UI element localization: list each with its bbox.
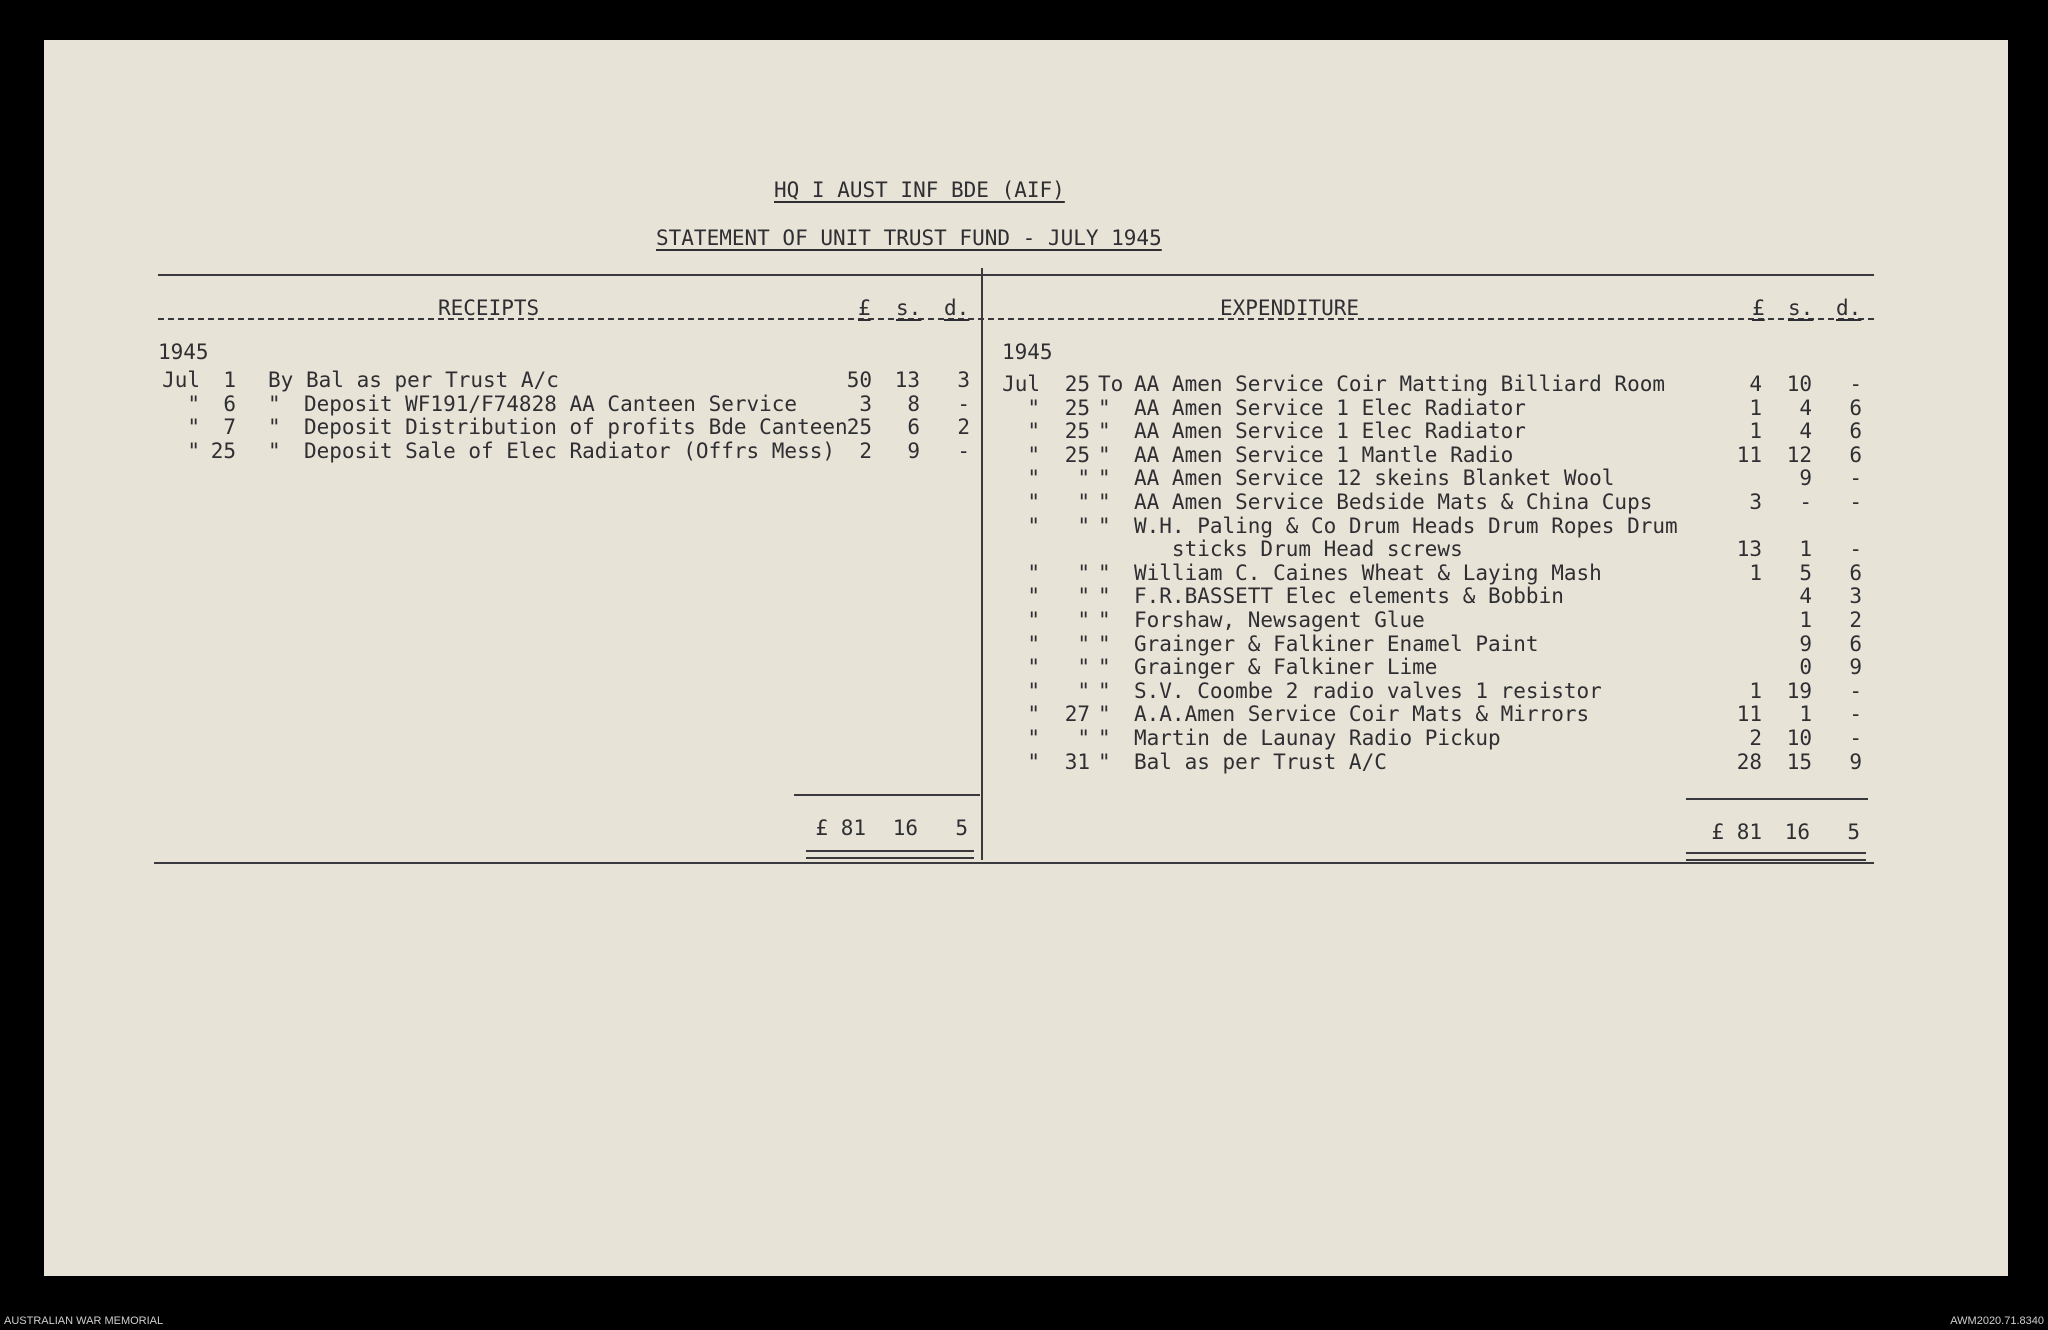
receipts-shillings-col: s. (896, 296, 922, 320)
expenditure-prefix: " (1098, 560, 1111, 585)
expenditure-pounds: 13 (1736, 537, 1762, 562)
footer-reference: AWM2020.71.8340 (1950, 1315, 2044, 1327)
expenditure-shillings: 19 (1786, 678, 1812, 703)
expenditure-month: " (1027, 726, 1040, 750)
receipt-pence: 3 (957, 368, 970, 392)
expenditure-shillings: 9 (1799, 466, 1812, 491)
expenditure-pence: 9 (1849, 655, 1862, 680)
receipts-total-rule (794, 794, 980, 796)
expenditure-pence: 6 (1849, 442, 1862, 467)
receipt-pence: - (957, 438, 970, 463)
expenditure-prefix: " (1098, 490, 1111, 514)
receipts-total-pence: 5 (955, 816, 968, 840)
expenditure-description: S.V. Coombe 2 radio valves 1 resistor (1134, 678, 1602, 703)
expenditure-prefix: " (1098, 584, 1111, 609)
expenditure-heading: EXPENDITURE (1220, 296, 1360, 320)
expenditure-pounds: 1 (1749, 419, 1762, 444)
expenditure-prefix: " (1098, 726, 1111, 750)
expenditure-pounds: 3 (1749, 490, 1762, 514)
expenditure-pence: - (1849, 702, 1862, 727)
expenditure-pounds: 11 (1736, 702, 1762, 727)
expenditure-month: " (1027, 584, 1040, 609)
expenditure-month: " (1027, 560, 1040, 585)
expenditure-pence: 3 (1849, 584, 1862, 609)
expenditure-pence: 2 (1849, 608, 1862, 632)
expenditure-month: " (1027, 631, 1040, 656)
expenditure-description: Martin de Launay Radio Pickup (1134, 726, 1501, 750)
expenditure-month: " (1027, 702, 1040, 727)
receipts-year: 1945 (158, 340, 209, 364)
expenditure-month: " (1027, 466, 1040, 491)
receipt-month: Jul (162, 368, 200, 392)
expenditure-pounds: 11 (1736, 442, 1762, 467)
receipt-shillings: 13 (894, 368, 920, 392)
expenditure-prefix: " (1098, 655, 1111, 680)
expenditure-pence: - (1849, 466, 1862, 491)
expenditure-prefix: " (1098, 442, 1111, 467)
expenditure-pounds: 2 (1749, 726, 1762, 750)
expenditure-day: " (1077, 584, 1090, 609)
bottom-rule (154, 862, 1874, 864)
receipt-shillings: 6 (907, 415, 920, 439)
receipt-prefix: " (268, 415, 281, 439)
receipt-month: " (187, 415, 200, 439)
expenditure-shillings: 5 (1799, 560, 1812, 585)
expenditure-day: " (1077, 608, 1090, 632)
expenditure-description: Forshaw, Newsagent Glue (1134, 608, 1425, 632)
footer-institution: AUSTRALIAN WAR MEMORIAL (4, 1315, 164, 1327)
expenditure-total-shillings: 16 (1784, 820, 1810, 844)
expenditure-description: W.H. Paling & Co Drum Heads Drum Ropes Drum (1134, 513, 1678, 538)
expenditure-month: " (1027, 395, 1040, 420)
expenditure-shillings-col: s. (1788, 296, 1814, 320)
expenditure-day: " (1077, 678, 1090, 703)
expenditure-day: " (1077, 490, 1090, 514)
expenditure-day: " (1077, 726, 1090, 750)
expenditure-description: AA Amen Service Coir Matting Billiard Room (1134, 372, 1666, 396)
header-rule (158, 318, 1874, 320)
expenditure-prefix: " (1098, 678, 1111, 703)
expenditure-prefix: " (1098, 608, 1111, 632)
receipt-day: 6 (223, 391, 236, 416)
expenditure-shillings: 9 (1799, 631, 1812, 656)
receipts-total-pounds: £ 81 (815, 816, 866, 840)
expenditure-description: sticks Drum Head screws (1134, 537, 1463, 562)
receipts-pounds-col: £ (858, 296, 871, 320)
receipt-description: Deposit Sale of Elec Radiator (Offrs Mess) (304, 438, 836, 463)
expenditure-shillings: 0 (1799, 655, 1812, 680)
expenditure-pence: - (1849, 726, 1862, 750)
receipts-pence-col: d. (944, 296, 970, 320)
receipt-description: Deposit WF191/F74828 AA Canteen Service (304, 391, 798, 416)
expenditure-shillings: 4 (1799, 395, 1812, 420)
expenditure-pence: - (1849, 678, 1862, 703)
expenditure-day: 25 (1064, 395, 1090, 420)
expenditure-shillings: 1 (1799, 537, 1812, 562)
expenditure-shillings: 4 (1799, 419, 1812, 444)
receipt-shillings: 9 (907, 438, 920, 463)
expenditure-prefix: To (1098, 372, 1124, 396)
expenditure-month: Jul (1002, 372, 1040, 396)
expenditure-shillings: 12 (1786, 442, 1812, 467)
expenditure-day: " (1077, 560, 1090, 585)
expenditure-description: F.R.BASSETT Elec elements & Bobbin (1134, 584, 1564, 609)
expenditure-month: " (1027, 513, 1040, 538)
receipt-day: 25 (210, 438, 236, 463)
expenditure-prefix: " (1098, 749, 1111, 774)
top-rule (158, 274, 1874, 276)
expenditure-pence: 6 (1849, 631, 1862, 656)
receipt-prefix: By (268, 368, 294, 392)
receipts-total-shillings: 16 (892, 816, 918, 840)
expenditure-month: " (1027, 608, 1040, 632)
receipt-prefix: " (268, 438, 281, 463)
receipt-description: Deposit Distribution of profits Bde Canteen (304, 415, 848, 439)
expenditure-pence: 9 (1849, 749, 1862, 774)
expenditure-day: 25 (1064, 419, 1090, 444)
expenditure-prefix: " (1098, 513, 1111, 538)
expenditure-description: A.A.Amen Service Coir Mats & Mirrors (1134, 702, 1590, 727)
statement-title: STATEMENT OF UNIT TRUST FUND - JULY 1945 (656, 226, 1162, 250)
receipts-total-double-rule (806, 850, 974, 859)
expenditure-shillings: 1 (1799, 608, 1812, 632)
expenditure-day: " (1077, 631, 1090, 656)
expenditure-description: Grainger & Falkiner Lime (1134, 655, 1438, 680)
receipt-day: 7 (223, 415, 236, 439)
expenditure-day: " (1077, 655, 1090, 680)
expenditure-pence: - (1849, 490, 1862, 514)
expenditure-year: 1945 (1002, 340, 1053, 364)
receipt-description: Bal as per Trust A/c (306, 368, 559, 392)
expenditure-month: " (1027, 419, 1040, 444)
expenditure-shillings: - (1799, 490, 1812, 514)
expenditure-pence: 6 (1849, 419, 1862, 444)
center-divider (981, 268, 983, 860)
receipt-pence: - (957, 391, 970, 416)
receipt-pence: 2 (957, 415, 970, 439)
expenditure-month: " (1027, 442, 1040, 467)
expenditure-month: " (1027, 749, 1040, 774)
expenditure-description: AA Amen Service 1 Elec Radiator (1134, 419, 1526, 444)
expenditure-total-pence: 5 (1847, 820, 1860, 844)
expenditure-description: Grainger & Falkiner Enamel Paint (1134, 631, 1539, 656)
receipt-shillings: 8 (907, 391, 920, 416)
expenditure-prefix: " (1098, 702, 1111, 727)
expenditure-prefix: " (1098, 419, 1111, 444)
expenditure-prefix: " (1098, 631, 1111, 656)
expenditure-day: 27 (1064, 702, 1090, 727)
expenditure-day: " (1077, 466, 1090, 491)
expenditure-total-pounds: £ 81 (1711, 820, 1762, 844)
expenditure-pence: - (1849, 537, 1862, 562)
expenditure-pence: 6 (1849, 560, 1862, 585)
expenditure-description: William C. Caines Wheat & Laying Mash (1134, 560, 1602, 585)
expenditure-pounds: 28 (1736, 749, 1762, 774)
expenditure-total-rule (1686, 798, 1868, 800)
expenditure-pounds: 1 (1749, 678, 1762, 703)
expenditure-description: AA Amen Service 1 Mantle Radio (1134, 442, 1514, 467)
expenditure-description: AA Amen Service 1 Elec Radiator (1134, 395, 1526, 420)
receipt-pounds: 25 (846, 415, 872, 439)
expenditure-pounds: 4 (1749, 372, 1762, 396)
expenditure-shillings: 15 (1786, 749, 1812, 774)
expenditure-shillings: 10 (1786, 726, 1812, 750)
receipt-month: " (187, 438, 200, 463)
expenditure-month: " (1027, 490, 1040, 514)
receipt-pounds: 2 (859, 438, 872, 463)
expenditure-month: " (1027, 678, 1040, 703)
expenditure-day: " (1077, 513, 1090, 538)
expenditure-shillings: 1 (1799, 702, 1812, 727)
receipt-month: " (187, 391, 200, 416)
expenditure-day: 31 (1064, 749, 1090, 774)
expenditure-description: AA Amen Service Bedside Mats & China Cups (1134, 490, 1653, 514)
expenditure-shillings: 10 (1786, 372, 1812, 396)
expenditure-total-double-rule (1686, 852, 1866, 861)
receipt-day: 1 (223, 368, 236, 392)
receipts-heading: RECEIPTS (438, 296, 540, 320)
expenditure-pence: - (1849, 372, 1862, 396)
expenditure-pounds-col: £ (1752, 296, 1765, 320)
expenditure-pence-col: d. (1836, 296, 1862, 320)
expenditure-prefix: " (1098, 466, 1111, 491)
expenditure-day: 25 (1064, 442, 1090, 467)
expenditure-month: " (1027, 655, 1040, 680)
expenditure-description: AA Amen Service 12 skeins Blanket Wool (1134, 466, 1615, 491)
receipt-pounds: 3 (859, 391, 872, 416)
receipt-prefix: " (268, 391, 281, 416)
expenditure-prefix: " (1098, 395, 1111, 420)
expenditure-shillings: 4 (1799, 584, 1812, 609)
unit-title: HQ I AUST INF BDE (AIF) (774, 178, 1065, 202)
expenditure-pounds: 1 (1749, 395, 1762, 420)
expenditure-pounds: 1 (1749, 560, 1762, 585)
receipt-pounds: 50 (846, 368, 872, 392)
expenditure-pence: 6 (1849, 395, 1862, 420)
expenditure-day: 25 (1064, 372, 1090, 396)
expenditure-description: Bal as per Trust A/C (1134, 749, 1387, 774)
